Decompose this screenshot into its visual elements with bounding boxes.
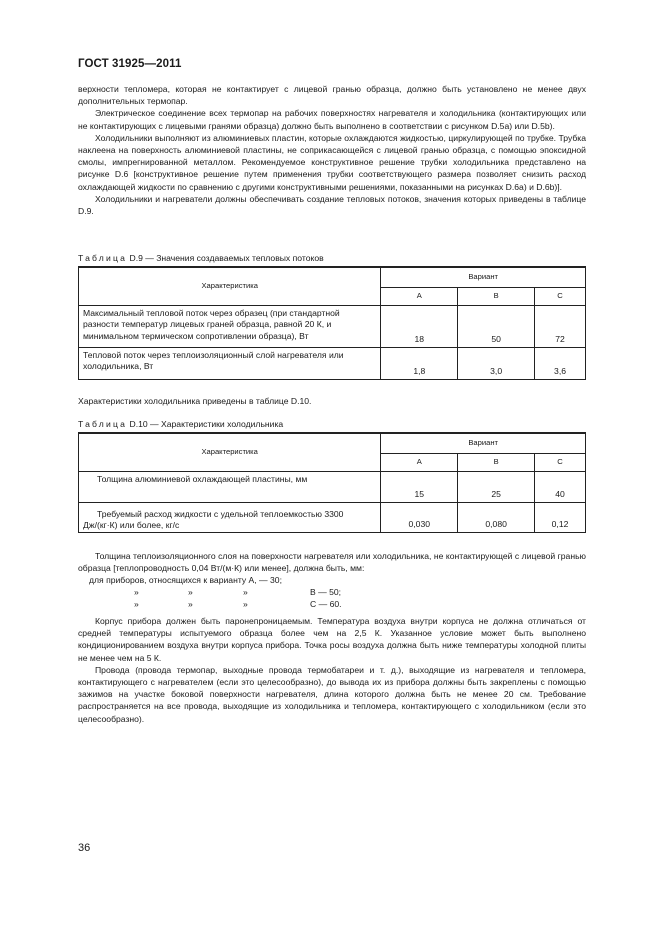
table-d10-header-row [79,433,586,453]
table-d10-reference: Характеристики холодильника приведены в таблице D.10. [78,396,312,406]
paragraph-housing: Корпус прибора должен быть паронепроницаемым. Температура воздуха внутри корпуса не должна отличаться от средней температуры испытуемого образца более чем на 2,5 К. Указанное условие может быть выполнено кондиционированием воздуха внутри корпуса прибора. Точка росы воздуха должна быть ниже температуры холодной плиты не менее чем на 5 К. [78,616,586,663]
table-d10-row2-c: 0,12 [535,502,586,532]
page-header-standard-code: ГОСТ 31925—2011 [78,58,182,70]
table-d9-row2-b: 3,0 [458,347,535,379]
paragraph-3: Холодильники выполняют из алюминиевых пластин, которые охлаждаются жидкостью, циркулирующей по трубке. Трубка наклеена на поверхность алюминиевой пластины, не соприкасающейся с лицевой гранью образца, с помощью эпоксидной смолы, импрегнированной металлом. Рекомендуемое конструктивное решение трубки холодильника представлено на рисунке D.6 [конструктивное решение путем применения трубки соответствующего размера позволяет снизить расход охлаждающей жидкости по сравнению с другими конструктивными решениями, показанными на рисунках D.6a) и D.6b)]. [78,132,586,192]
table-d9-row1-c: 72 [535,305,586,347]
table-d9-variant-b: B [458,287,535,305]
table-d10-row1-b: 25 [458,471,535,502]
thickness-intro: Толщина теплоизоляционного слоя на поверхности нагревателя или холодильника, не контактирующей с лицевой гранью образца [теплопроводность 0,04 Вт/(м·К) или менее], должна быть, мм: [78,551,586,574]
table-d10-row1-label: Толщина алюминиевой охлаждающей пластины, мм [79,471,381,502]
mid-text-block [78,395,586,407]
table-row [79,471,586,502]
thickness-line-b: В — 50; [310,587,342,597]
table-d10 [78,432,586,533]
table-d10-variant-a: A [381,453,458,471]
paragraph-4: Холодильники и нагреватели должны обеспечивать создание тепловых потоков, значения которых приведены в таблице D.9. [78,193,586,217]
ditto-mark: » [134,599,139,609]
paragraph-1: верхности тепломера, которая не контактирует с лицевой гранью образца, должно быть установлено не менее двух дополнительных термопар. [78,84,586,107]
page-number: 36 [78,842,91,854]
table-d10-caption-title: D.10 — Характеристики холодильника [127,419,284,429]
ditto-mark: » [188,587,193,597]
bottom-text-block [78,615,586,725]
table-d9-row1-label: Максимальный тепловой поток через образец (при стандартной разности температур лицевых граней образца, равной 20 К, и минимальном термическом сопротивлении образца), Вт [79,305,381,347]
table-d9-row2-c: 3,6 [535,347,586,379]
table-d10-variant-header: Вариант [381,433,586,453]
table-d10-row2-label: Требуемый расход жидкости с удельной теплоемкостью 3300 Дж/(кг·К) или более, кг/с [79,502,381,532]
table-d9-caption-prefix: Таблица [78,253,128,263]
table-d10-caption-prefix: Таблица [78,419,128,429]
table-row [79,305,586,347]
table-d10-row1-c: 40 [535,471,586,502]
ditto-mark: » [188,599,193,609]
table-d9-caption [78,252,324,264]
table-d10-row1-a: 15 [381,471,458,502]
table-d10-caption [78,418,283,430]
table-d9-variant-c: C [535,287,586,305]
table-d10-col-header: Характеристика [79,433,381,471]
table-d9-col-header: Характеристика [79,267,381,305]
table-d9-row2-label: Тепловой поток через теплоизоляционный слой нагревателя или холодильника, Вт [79,347,381,379]
ditto-mark: » [243,587,248,597]
intro-text-block [78,83,586,217]
table-d10-row2-b: 0,080 [458,502,535,532]
ditto-mark: » [243,599,248,609]
ditto-mark: » [134,587,139,597]
paragraph-wires: Провода (провода термопар, выходные провода термобатареи и т. д.), выходящие из нагревателя и тепломера, контактирующего с нагревателем (если это целесообразно), до вывода их из прибора должны быть закреплены с помощью зажимов на участке боковой поверхности нагревателя, длина которого должна быть не менее 20 см. Требование распространяется на все провода, выходящие из холодильника и тепломера, контактирующего с холодильником (если это целесообразно). [78,664,586,724]
table-d9-header-row [79,267,586,287]
table-row [79,502,586,532]
paragraph-2: Электрическое соединение всех термопар на рабочих поверхностях нагревателя и холодильника (контактирующих или не контактирующих с лицевыми гранями образца) должно быть выполнено в соответствии с рисунком D.5a) или D.5b). [78,108,586,131]
table-d9-variant-header: Вариант [381,267,586,287]
table-row [79,347,586,379]
thickness-line-c: С — 60. [310,599,342,609]
table-d9-row1-b: 50 [458,305,535,347]
thickness-intro-block [78,550,586,574]
table-d9 [78,266,586,380]
table-d9-variant-a: A [381,287,458,305]
thickness-line-a: для приборов, относящихся к варианту А, — 30; [89,575,282,585]
thickness-list [78,574,586,610]
table-d9-row1-a: 18 [381,305,458,347]
table-d10-row2-a: 0,030 [381,502,458,532]
table-d9-row2-a: 1,8 [381,347,458,379]
table-d9-caption-title: D.9 — Значения создаваемых тепловых потоков [127,253,324,263]
table-d10-variant-b: B [458,453,535,471]
table-d10-variant-c: C [535,453,586,471]
